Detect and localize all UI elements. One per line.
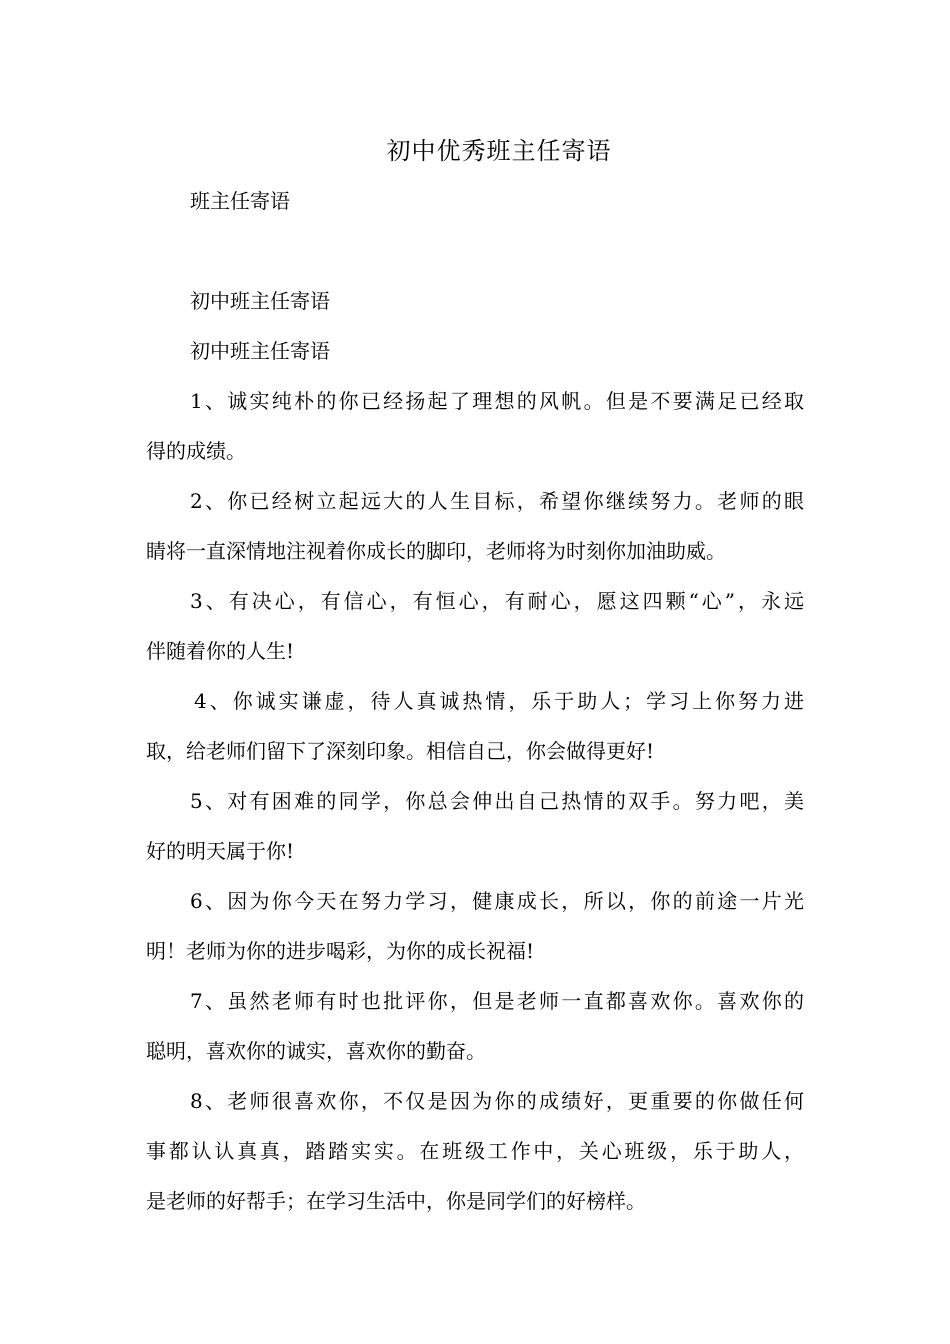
item-7-line-2: 聪明，喜欢你的诚实，喜欢你的勤奋。 bbox=[146, 1039, 486, 1063]
section-heading: 初中班主任寄语 bbox=[190, 339, 330, 363]
item-8-line-3: 是老师的好帮手；在学习生活中，你是同学们的好榜样。 bbox=[146, 1189, 646, 1213]
item-3-line-2: 伴随着你的人生! bbox=[146, 639, 295, 663]
item-6-line-2: 明！老师为你的进步喝彩，为你的成长祝福! bbox=[146, 939, 535, 963]
item-7-line-1: 7、虽然老师有时也批评你，但是老师一直都喜欢你。喜欢你的 bbox=[190, 989, 804, 1013]
document-title: 初中优秀班主任寄语 bbox=[386, 137, 612, 165]
item-2-line-1: 2、你已经树立起远大的人生目标，希望你继续努力。老师的眼 bbox=[190, 489, 804, 513]
item-8-line-1: 8、老师很喜欢你，不仅是因为你的成绩好，更重要的你做任何 bbox=[190, 1089, 804, 1113]
item-2-line-2: 睛将一直深情地注视着你成长的脚印，老师将为时刻你加油助威。 bbox=[146, 539, 726, 563]
item-4-line-1: 4、你诚实谦虚，待人真诚热情，乐于助人；学习上你努力进 bbox=[194, 689, 804, 713]
item-1-line-2: 得的成绩。 bbox=[146, 439, 246, 463]
section-heading: 初中班主任寄语 bbox=[190, 289, 330, 313]
item-6-line-1: 6、因为你今天在努力学习，健康成长，所以，你的前途一片光 bbox=[190, 889, 804, 913]
item-5-line-2: 好的明天属于你! bbox=[146, 839, 295, 863]
item-5-line-1: 5、对有困难的同学，你总会伸出自己热情的双手。努力吧，美 bbox=[190, 789, 804, 813]
item-1-line-1: 1、诚实纯朴的你已经扬起了理想的风帆。但是不要满足已经取 bbox=[190, 389, 804, 413]
item-8-line-2: 事都认认真真，踏踏实实。在班级工作中，关心班级，乐于助人， bbox=[146, 1139, 804, 1163]
item-4-line-2: 取，给老师们留下了深刻印象。相信自己，你会做得更好! bbox=[146, 739, 655, 763]
item-3-line-1: 3、有决心，有信心，有恒心，有耐心，愿这四颗“心”，永远 bbox=[190, 589, 804, 613]
subtitle: 班主任寄语 bbox=[190, 189, 290, 213]
